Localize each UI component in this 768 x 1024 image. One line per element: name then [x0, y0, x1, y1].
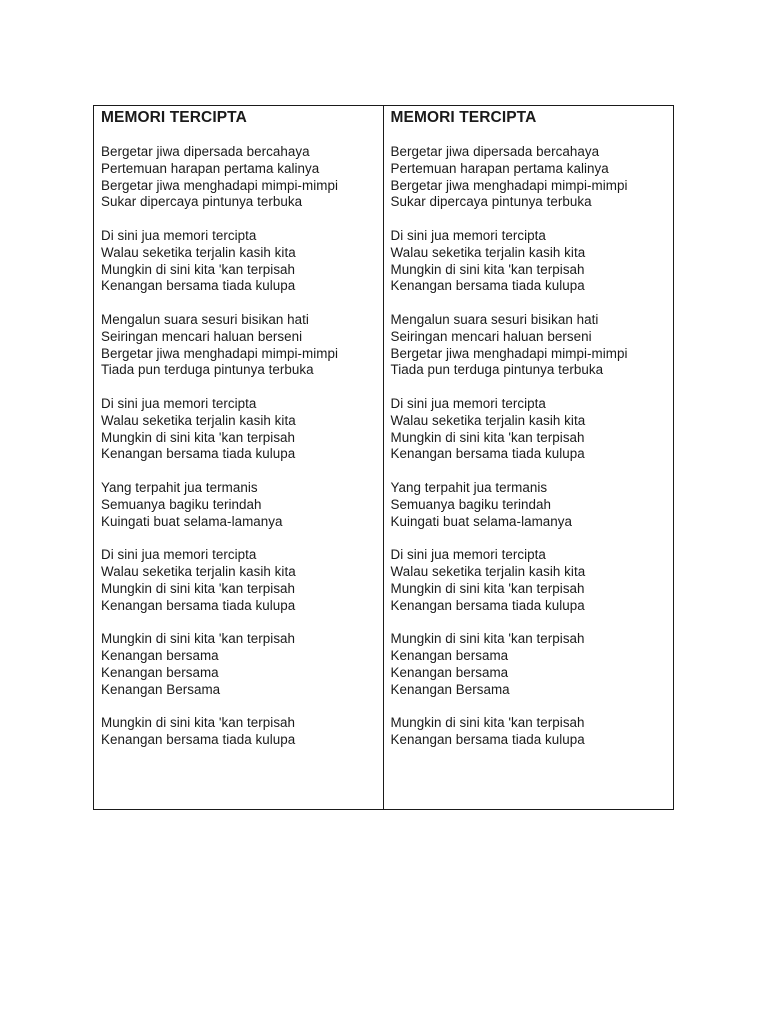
lyric-line: Kenangan Bersama [101, 681, 221, 697]
lyric-line: Bergetar jiwa dipersada bercahaya [390, 144, 600, 159]
stanza [391, 228, 668, 295]
lyric-line: Walau seketika terjalin kasih kita [101, 563, 296, 579]
lyric-line: Bergetar jiwa menghadapi mimpi-mimpi [101, 345, 338, 361]
stanza [101, 312, 377, 379]
lyric-line: Mungkin di sini kita 'kan terpisah [390, 429, 585, 445]
lyric-line: Semuanya bagiku terindah [101, 496, 262, 512]
lyric-line: Mungkin di sini kita 'kan terpisah [101, 580, 296, 596]
stanza-list [391, 144, 668, 749]
lyric-line: Walau seketika terjalin kasih kita [390, 244, 586, 260]
lyrics-table [93, 105, 674, 810]
lyric-line: Mungkin di sini kita 'kan terpisah [390, 631, 585, 647]
lyric-line: Kenangan bersama tiada kulupa [101, 731, 296, 747]
stanza [391, 631, 668, 698]
lyric-line: Kenangan bersama tiada kulupa [101, 597, 296, 613]
lyric-line: Di sini jua memori tercipta [390, 227, 546, 243]
lyric-line: Yang terpahit jua termanis [390, 479, 548, 495]
lyric-line: Kenangan bersama [101, 647, 219, 663]
lyric-line: Bergetar jiwa menghadapi mimpi-mimpi [390, 177, 628, 193]
lyric-line: Kuingati buat selama-lamanya [101, 513, 283, 529]
lyric-line: Di sini jua memori tercipta [390, 547, 546, 563]
lyric-line: Bergetar jiwa menghadapi mimpi-mimpi [390, 345, 628, 361]
lyric-line: Walau seketika terjalin kasih kita [101, 412, 296, 428]
lyric-line: Sukar dipercaya pintunya terbuka [390, 194, 592, 210]
lyric-line: Mungkin di sini kita 'kan terpisah [101, 261, 296, 277]
stanza [101, 631, 377, 698]
stanza [101, 547, 377, 614]
stanza [391, 480, 668, 530]
stanza [101, 144, 377, 211]
lyric-line: Di sini jua memori tercipta [390, 395, 546, 411]
lyric-line: Bergetar jiwa menghadapi mimpi-mimpi [101, 177, 338, 193]
lyric-line: Yang terpahit jua termanis [101, 479, 258, 495]
lyric-line: Walau seketika terjalin kasih kita [101, 244, 296, 260]
song-title: MEMORI TERCIPTA [101, 109, 247, 126]
lyric-line: Kuingati buat selama-lamanya [390, 513, 573, 529]
lyrics-column-left [94, 106, 384, 809]
lyric-line: Kenangan bersama tiada kulupa [390, 731, 585, 747]
lyric-line: Kenangan bersama tiada kulupa [390, 278, 585, 294]
lyric-line: Semuanya bagiku terindah [390, 496, 552, 512]
lyric-line: Seiringan mencari haluan berseni [101, 328, 303, 344]
stanza [101, 228, 377, 295]
lyric-line: Mengalun suara sesuri bisikan hati [101, 311, 309, 327]
lyric-line: Kenangan bersama tiada kulupa [390, 446, 585, 462]
stanza [101, 396, 377, 463]
lyric-line: Mungkin di sini kita 'kan terpisah [101, 715, 296, 731]
lyric-line: Kenangan bersama [390, 647, 509, 663]
lyric-line: Mungkin di sini kita 'kan terpisah [101, 429, 296, 445]
lyric-line: Kenangan bersama tiada kulupa [101, 446, 296, 462]
stanza [391, 715, 668, 749]
lyric-line: Sukar dipercaya pintunya terbuka [101, 194, 303, 210]
lyric-line: Mungkin di sini kita 'kan terpisah [390, 580, 585, 596]
stanza-list [101, 144, 377, 749]
stanza [101, 715, 377, 749]
lyric-line: Mengalun suara sesuri bisikan hati [390, 311, 599, 327]
lyric-line: Seiringan mencari haluan berseni [390, 328, 592, 344]
lyric-line: Di sini jua memori tercipta [101, 395, 257, 411]
song-title: MEMORI TERCIPTA [390, 109, 537, 126]
lyric-line: Kenangan Bersama [390, 681, 510, 697]
lyric-line: Mungkin di sini kita 'kan terpisah [390, 261, 585, 277]
lyric-line: Tiada pun terduga pintunya terbuka [101, 362, 314, 378]
lyric-line: Bergetar jiwa dipersada bercahaya [101, 144, 310, 159]
lyric-line: Di sini jua memori tercipta [101, 227, 257, 243]
lyric-line: Di sini jua memori tercipta [101, 547, 257, 563]
lyric-line: Tiada pun terduga pintunya terbuka [390, 362, 604, 378]
lyric-line: Kenangan bersama tiada kulupa [390, 597, 585, 613]
lyric-line: Mungkin di sini kita 'kan terpisah [390, 715, 585, 731]
lyric-line: Pertemuan harapan pertama kalinya [101, 160, 320, 176]
lyrics-column-right [384, 106, 674, 809]
stanza [391, 144, 668, 211]
stanza [391, 312, 668, 379]
stanza [391, 547, 668, 614]
stanza [391, 396, 668, 463]
lyric-line: Pertemuan harapan pertama kalinya [390, 160, 609, 176]
lyric-line: Walau seketika terjalin kasih kita [390, 412, 586, 428]
lyric-line: Kenangan bersama [390, 664, 509, 680]
lyric-line: Kenangan bersama tiada kulupa [101, 278, 296, 294]
lyric-line: Kenangan bersama [101, 664, 219, 680]
lyric-line: Mungkin di sini kita 'kan terpisah [101, 631, 296, 647]
lyric-line: Walau seketika terjalin kasih kita [390, 563, 586, 579]
stanza [101, 480, 377, 530]
